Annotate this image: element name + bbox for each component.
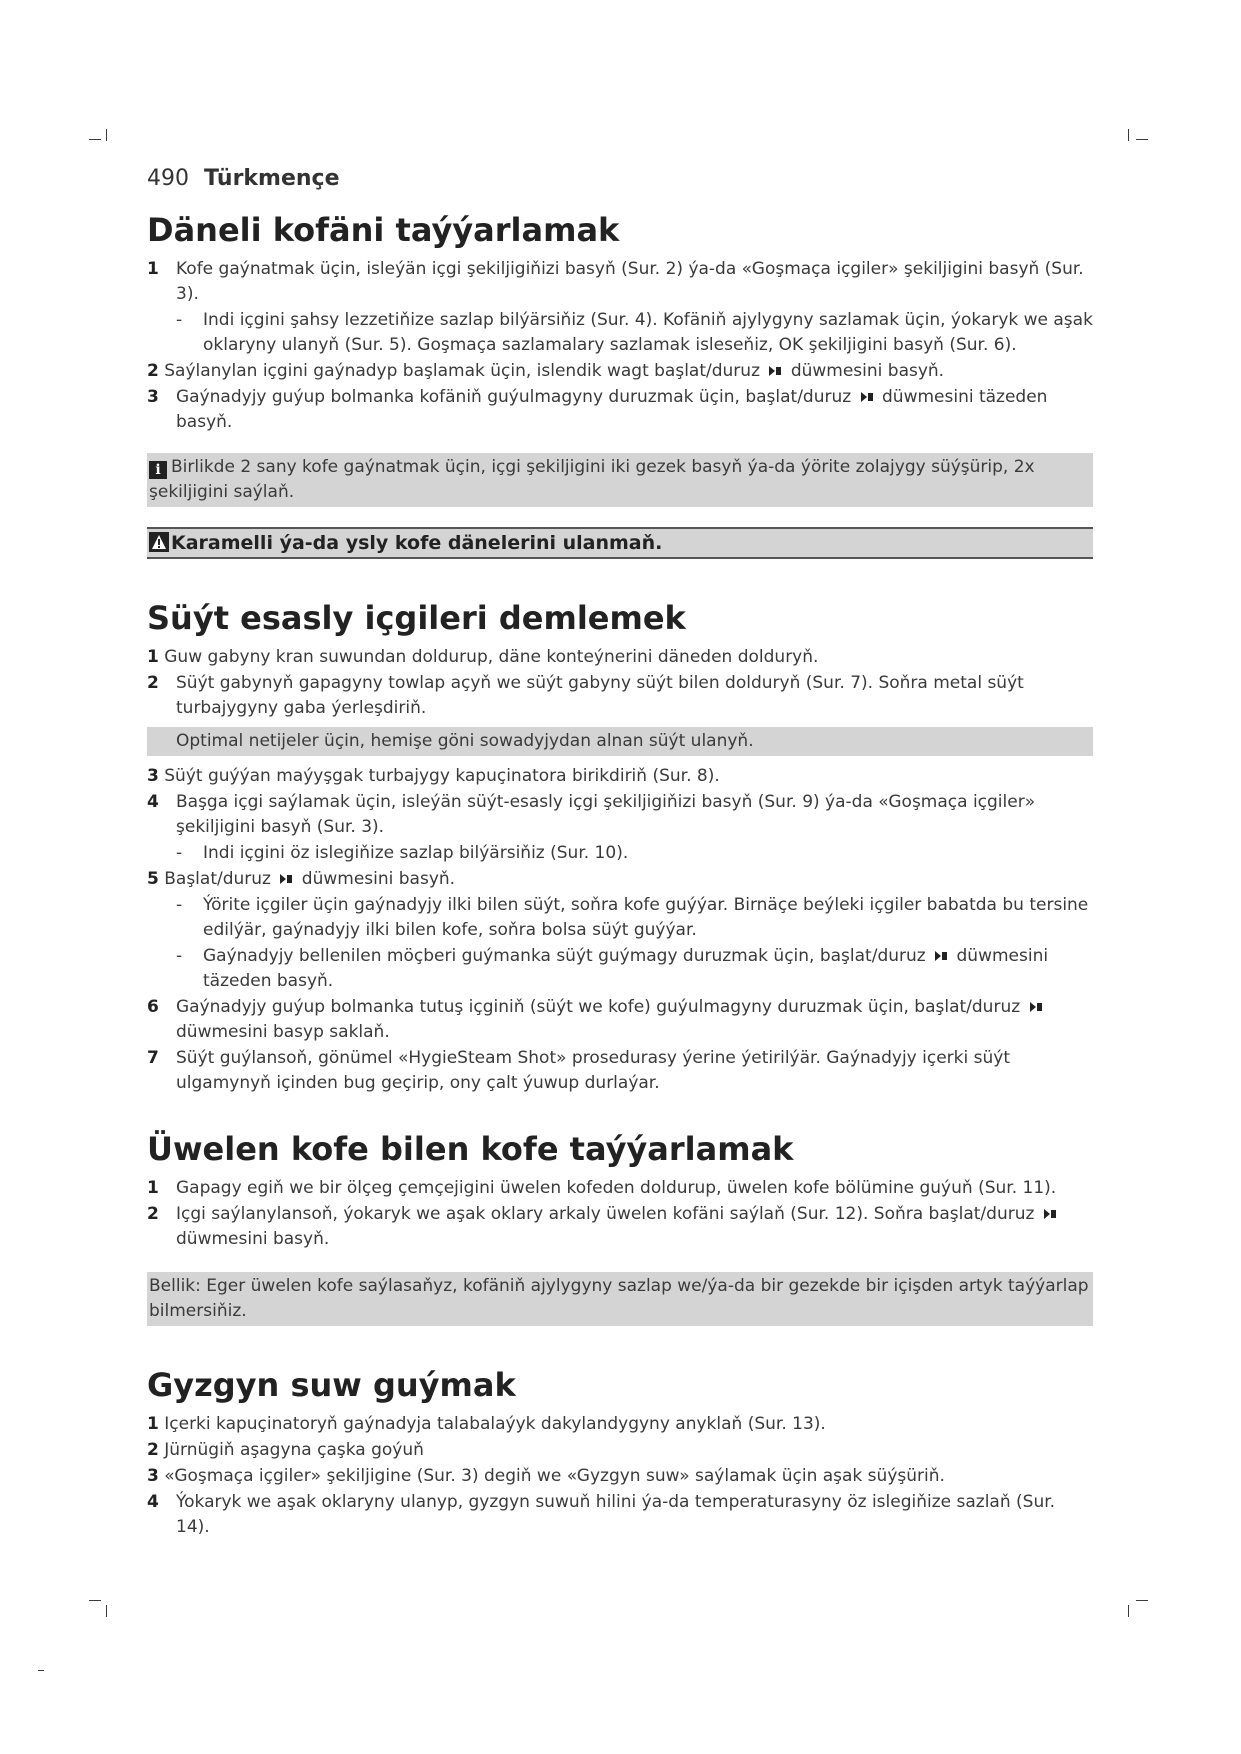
warning-icon [149,532,169,552]
crop-mark [1128,1605,1129,1617]
warning-note: Karamelli ýa-da ysly kofe dänelerini ulanmaň. [147,527,1093,559]
start-stop-icon [1028,1001,1044,1013]
section-milk-drinks [147,599,1093,1096]
crop-mark [89,1600,101,1601]
note-box: Bellik: Eger üwelen kofe saýlasaňyz, kofäniň ajylygyny sazlap we/ýa-da bir gezekde bir içişden artyk taýýarlap bilmersiňiz. [147,1272,1093,1326]
section-title: Däneli kofäni taýýarlamak [147,211,620,249]
step-item: 1 Içerki kapuçinatoryň gaýnadyja talabalaýyk dakylandygyny anyklaň (Sur. 13). [147,1414,826,1434]
section-hot-water [147,1366,1093,1540]
step-item: 2 Süýt gabynyň gapagyny towlap açyň we süýt gabyny süýt bilen dolduryň (Sur. 7). Soňra metal süýt turbajygyny gaba ýerleşdiriň. [147,673,1024,718]
step-item: 6 Gaýnadyjy guýup bolmanka tutuş içginiň (süýt we kofe) guýulmagyny duruzmak üçin, başlat/duruz düwmesini basyp saklaň. [147,995,1093,1045]
step-item: 5 Başlat/duruz düwmesini basyň. [147,869,456,889]
section-ground-coffee-beans [147,211,1093,559]
step-item: 1 Kofe gaýnatmak üçin, isleýän içgi şekiljigiňizi basyň (Sur. 2) ýa-da «Goşmaça içgiler» şekiljigini basyň (Sur. 3). [147,259,1084,304]
step-item: 3 Gaýnadyjy guýup bolmanka kofäniň guýulmagyny duruzmak üçin, başlat/duruz düwmesini täzeden basyň. [147,387,1048,432]
crop-mark [38,1670,44,1671]
section-title: Süýt esasly içgileri demlemek [147,599,686,637]
step-item: 4 Ýokaryk we aşak oklaryny ulanyp, gyzgyn suwuň hilini ýa-da temperaturasyny öz islegiňize sazlaň (Sur. 14). [147,1492,1056,1537]
language-label: Türkmençe [204,166,340,191]
info-note: i Birlikde 2 sany kofe gaýnatmak üçin, içgi şekiljigini iki gezek basyň ýa-da ýörite zolajygy süýşürip, 2x şekiljigini saýlaň. [147,453,1093,507]
start-stop-icon [933,950,949,962]
sub-step-item: - Indi içgini öz islegiňize sazlap bilýärsiňiz (Sur. 10). [176,843,629,863]
page-number: 490 [147,166,189,191]
info-icon: i [149,461,167,479]
crop-mark [1136,139,1148,140]
step-item: 1 Guw gabyny kran suwundan doldurup, däne konteýnerini däneden dolduryň. [147,647,819,667]
crop-mark [1136,1600,1148,1601]
step-item: 7 Süýt guýlansoň, gönümel «HygieSteam Shot» prosedurasy ýerine ýetirilýär. Gaýnadyjy içerki süýt ulgamynyň içinden bug geçirip, ony çalt ýuwup durlaýar. [147,1048,1010,1093]
start-stop-icon [859,391,875,403]
step-item: 3 Süýt guýýan maýyşgak turbajygy kapuçinatora birikdiriň (Sur. 8). [147,766,720,786]
start-stop-icon [767,365,783,377]
start-stop-icon [278,873,294,885]
sub-step-item: - Gaýnadyjy bellenilen möçberi guýmanka süýt guýmagy duruzmak üçin, başlat/duruz düwmesini täzeden basyň. [176,946,1049,991]
crop-mark [1128,129,1129,141]
sub-step-item: - Indi içgini şahsy lezzetiňize sazlap bilýärsiňiz (Sur. 4). Kofäniň ajylygyny sazlamak üçin, ýokaryk we aşak oklaryny ulanyň (Sur. 5). Goşmaça sazlamalary sazlamak isleseňiz, OK şekiljigini basyň (Sur. 6). [176,310,1093,355]
step-item: 3 «Goşmaça içgiler» şekiljigine (Sur. 3) degiň we «Gyzgyn suw» saýlamak üçin aşak süýşüriň. [147,1466,945,1486]
tip-note: Optimal netijeler üçin, hemişe göni sowadyjydan alnan süýt ulanyň. [147,727,1093,756]
step-item: 4 Başga içgi saýlamak üçin, isleýän süýt-esasly içgi şekiljigiňizi basyň (Sur. 9) ýa-da «Goşmaça içgiler» şekiljigini basyň (Sur. 3). [147,792,1036,837]
sub-step-item: - Ýörite içgiler üçin gaýnadyjy ilki bilen süýt, soňra kofe guýýar. Birnäçe beýleki içgiler babatda bu tersine edilýär, gaýnadyjy ilki bilen kofe, soňra bolsa süýt guýýar. [176,895,1089,940]
step-item: 2 Jürnügiň aşagyna çaşka goýuň [147,1440,424,1460]
crop-mark [106,1605,107,1617]
document-page [147,166,1093,1574]
crop-mark [89,139,101,140]
section-title: Gyzgyn suw guýmak [147,1366,516,1404]
section-title: Üwelen kofe bilen kofe taýýarlamak [147,1130,794,1168]
start-stop-icon [1042,1208,1058,1220]
crop-mark [106,129,107,141]
step-item: 2 Içgi saýlanylansoň, ýokaryk we aşak oklary arkaly üwelen kofäni saýlaň (Sur. 12). Soňra başlat/duruz düwmesini basyň. [147,1202,1093,1252]
section-pre-ground-coffee [147,1130,1093,1326]
page-header [147,166,1093,191]
step-item: 2 Saýlanylan içgini gaýnadyp başlamak üçin, islendik wagt başlat/duruz düwmesini basyň. [147,361,945,381]
step-item: 1 Gapagy egiň we bir ölçeg çemçejigini üwelen kofeden doldurup, üwelen kofe bölümine guýuň (Sur. 11). [147,1178,1057,1198]
